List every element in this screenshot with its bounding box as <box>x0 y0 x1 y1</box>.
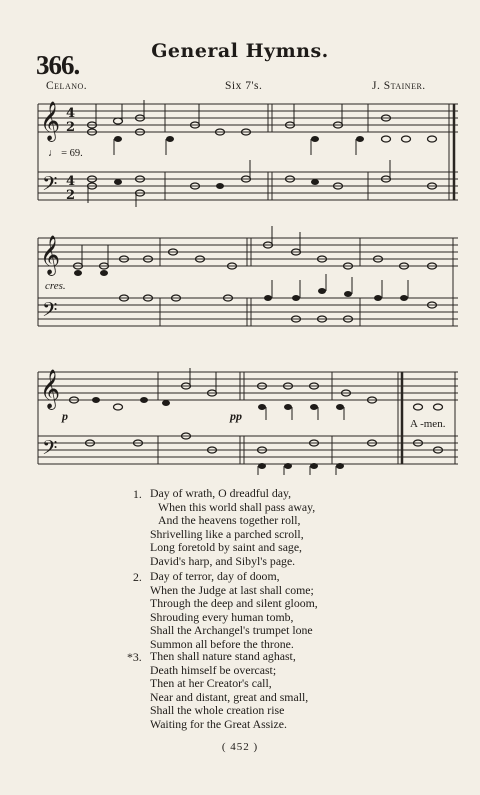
svg-text:𝄢: 𝄢 <box>42 298 58 326</box>
verse-line: Long foretold by saint and sage, <box>150 540 303 555</box>
verse-3 <box>150 650 308 732</box>
staff-lines <box>38 372 458 464</box>
verse-1-number: 1. <box>133 487 142 501</box>
music-system-3 <box>0 360 480 475</box>
tempo-mark: ♩ = 69. <box>48 148 83 159</box>
staff-lines <box>38 238 458 326</box>
verse-line: Shall the Archangel's trumpet lone <box>150 623 313 638</box>
verse-1 <box>150 487 315 569</box>
dynamic-pp: pp <box>230 409 242 423</box>
verse-2-number: 2. <box>133 570 142 584</box>
verse-line: Summon all before the throne. <box>150 636 294 651</box>
svg-text:𝄞: 𝄞 <box>40 369 61 409</box>
svg-text:𝄞: 𝄞 <box>40 235 61 275</box>
svg-text:2: 2 <box>66 188 76 203</box>
verse-line: When this world shall pass away, <box>158 499 316 514</box>
verse-line: Then at her Creator's call, <box>150 676 272 691</box>
verse-3-number: *3. <box>127 650 142 664</box>
meter: Six 7's. <box>225 80 263 92</box>
verse-line: Shrivelling like a parched scroll, <box>150 526 304 541</box>
amen-text: A -men. <box>410 418 446 430</box>
verse-line: Day of wrath, O dreadful day, <box>150 486 292 500</box>
verse-line: Waiting for the Great Assize. <box>150 716 287 731</box>
verse-line: When the Judge at last shall come; <box>150 582 314 597</box>
verse-line: Near and distant, great and small, <box>150 689 309 704</box>
composer: J. Stainer. <box>372 80 426 92</box>
verse-line: Shrouding every human tomb, <box>150 609 294 624</box>
staff-lines <box>38 104 458 200</box>
svg-text:𝄢: 𝄢 <box>42 172 58 200</box>
music-system-1 <box>0 95 480 210</box>
verse-2 <box>150 570 318 652</box>
barlines <box>38 238 453 326</box>
time-bottom: 2 <box>66 120 76 135</box>
stems <box>88 100 390 207</box>
svg-text:𝄢: 𝄢 <box>42 436 58 464</box>
svg-text:4: 4 <box>66 174 76 189</box>
verse-line: Day of terror, day of doom, <box>150 569 280 583</box>
tune-name: Celano. <box>46 80 88 92</box>
section-title: General Hymns. <box>151 40 329 62</box>
verse-line: Then shall nature stand aghast, <box>150 649 296 663</box>
dynamic-p: p <box>62 409 68 423</box>
page-number: ( 452 ) <box>221 741 259 753</box>
hymn-number: 366. <box>36 50 80 80</box>
verse-line: David's harp, and Sibyl's page. <box>150 553 296 568</box>
verse-line: Death himself be overcast; <box>150 662 277 677</box>
dynamic-cres: cres. <box>45 280 66 292</box>
svg-text:𝄞: 𝄞 <box>40 101 61 141</box>
verse-line: Through the deep and silent gloom, <box>150 596 318 611</box>
music-system-2 <box>0 225 480 340</box>
filled-noteheads <box>114 136 364 189</box>
time-top: 4 <box>66 106 76 121</box>
verse-line: And the heavens together roll, <box>158 513 301 528</box>
verse-line: Shall the whole creation rise <box>150 703 285 718</box>
noteheads <box>88 115 437 196</box>
